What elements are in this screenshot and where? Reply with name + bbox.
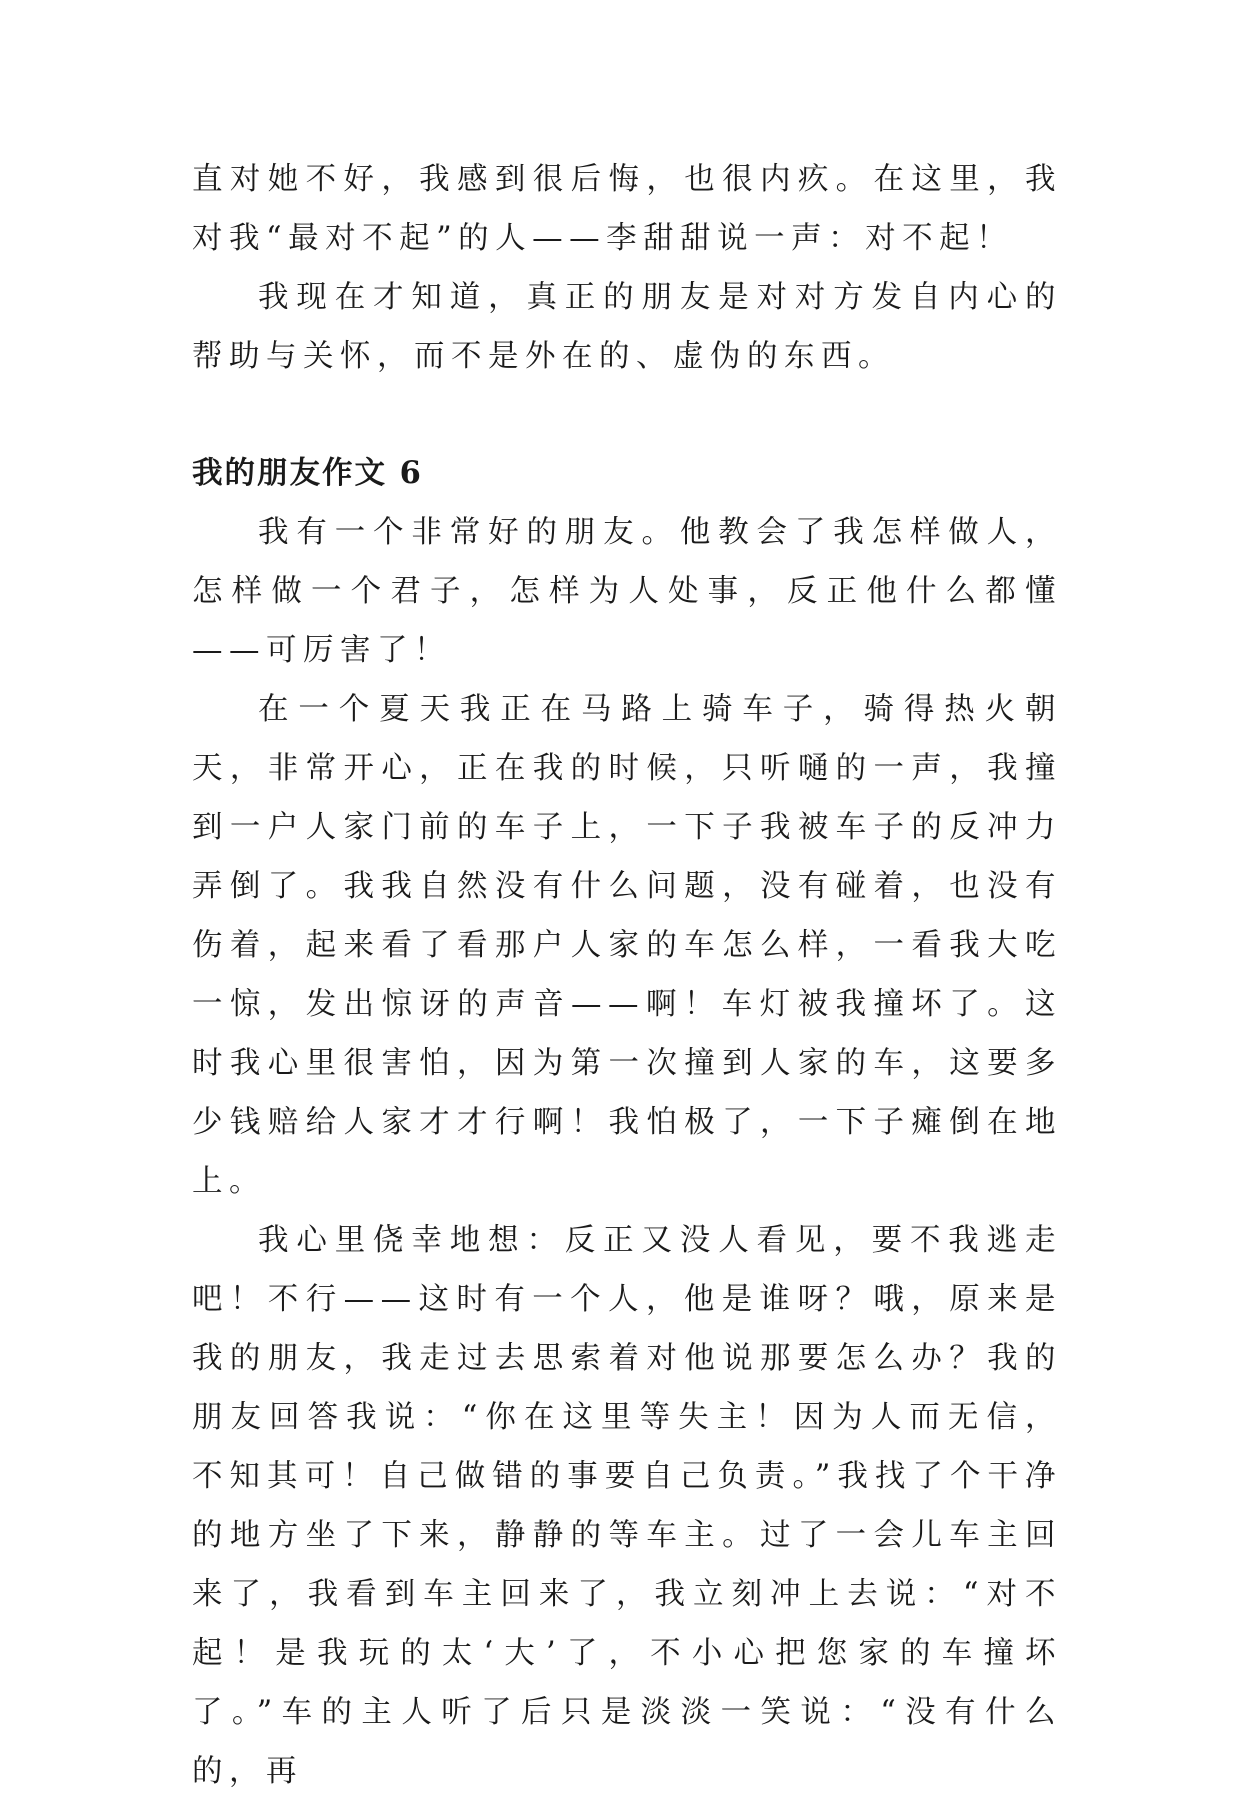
paragraph-decision: 我心里侥幸地想：反正又没人看见，要不我逃走吧！不行——这时有一个人，他是谁呀？哦，原来是我的朋友，我走过去思索着对他说那要怎么办？我的朋友回答我说：“你在这里等失主！因为人而无信，不知其可！自己做错的事要自己负责。”我找了个干净的地方坐了下来，静静的等车主。过了一会儿车主回来了，我看到车主回来了，我立刻冲上去说：“对不起！是我玩的太‘大’了，不小心把您家的车撞坏了。”车的主人听了后只是淡淡一笑说：“没有什么的，再: [192, 1223, 1062, 1789]
document-page: [192, 150, 1062, 1801]
paragraph-accident: 在一个夏天我正在马路上骑车子，骑得热火朝天，非常开心，正在我的时候，只听嗵的一声，我撞到一户人家门前的车子上，一下子我被车子的反冲力弄倒了。我我自然没有什么问题，没有碰着，也没有伤着，起来看了看那户人家的车怎么样，一看我大吃一惊，发出惊讶的声音——啊！车灯被我撞坏了。这时我心里很害怕，因为第一次撞到人家的车，这要多少钱赔给人家才才行啊！我怕极了，一下子瘫倒在地上。: [192, 692, 1062, 1199]
paragraph-intro: 我有一个非常好的朋友。他教会了我怎样做人，怎样做一个君子，怎样为人处事，反正他什么都懂——可厉害了！: [192, 515, 1062, 668]
paragraph-conclusion: 我现在才知道，真正的朋友是对对方发自内心的帮助与关怀，而不是外在的、虚伪的东西。: [192, 280, 1062, 374]
essay-title: 我的朋友作文 6: [192, 455, 423, 491]
paragraph-continuation: 直对她不好，我感到很后悔，也很内疚。在这里，我对我“最对不起”的人——李甜甜说一声：对不起！: [192, 162, 1062, 256]
